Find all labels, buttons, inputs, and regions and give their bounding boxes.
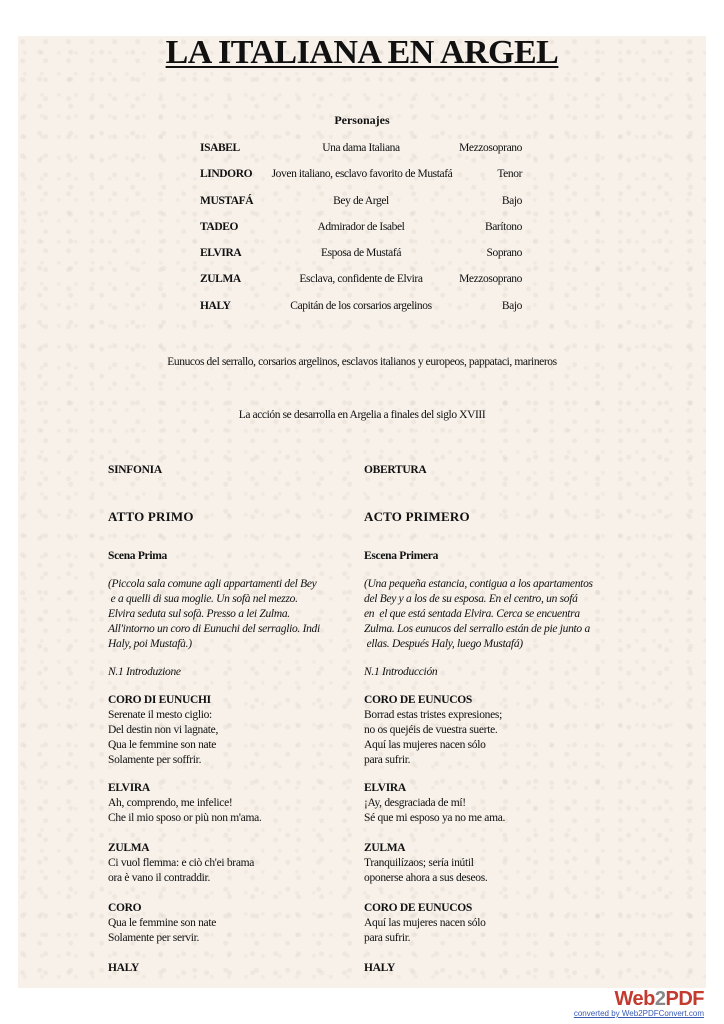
verse-line: Sé que mi esposo ya no me ama.: [364, 812, 506, 824]
act-heading: ATTO PRIMO: [108, 509, 194, 524]
verse-line: Borrad estas tristes expresiones;: [364, 709, 502, 721]
stage-direction-line: del Bey y a los de su esposa. En el centro, un sofá: [364, 593, 578, 605]
verse-line: Qua le femmine son nate: [108, 917, 217, 929]
cast-voice: Bajo: [501, 194, 522, 207]
stage-direction-line: e a quelli di sua moglie. Un sofà nel mezzo.: [108, 593, 298, 605]
cast-voice: Bajo: [501, 299, 522, 312]
verse-line: para sufrir.: [364, 932, 411, 944]
cast-list: [200, 142, 522, 326]
logo-pdf: PDF: [665, 988, 704, 1010]
speaker: HALY: [364, 962, 395, 974]
speaker: CORO DE EUNUCOS: [364, 694, 472, 706]
logo-link[interactable]: converted by Web2PDFConvert.com: [573, 1009, 704, 1018]
stage-direction-line: ellas. Después Haly, luego Mustafá): [364, 638, 523, 650]
stage-direction-line: Zulma. Los eunucos del serrallo están de pie junto a: [364, 623, 590, 635]
verse-line: Aquí las mujeres nacen sólo: [364, 739, 486, 751]
verse-line: Solamente per servir.: [108, 932, 200, 944]
overture-heading: SINFONIA: [108, 464, 162, 476]
verse-line: Ah, comprendo, me infelice!: [108, 797, 233, 809]
overture-heading: OBERTURA: [364, 464, 427, 476]
speaker: HALY: [108, 962, 139, 974]
cast-name: ZULMA: [200, 273, 241, 286]
act-heading: ACTO PRIMERO: [364, 509, 470, 524]
cast-voice: Mezzosoprano: [459, 142, 522, 154]
cast-name: HALY: [200, 299, 231, 312]
speaker: ZULMA: [364, 842, 406, 854]
verse-line: ¡Ay, desgraciada de mí!: [364, 797, 466, 809]
cast-description: Bey de Argel: [333, 194, 389, 207]
verse-line: Solamente per soffrir.: [108, 754, 202, 766]
italian-column: [108, 463, 368, 976]
stage-direction-line: Haly, poi Mustafà.): [108, 638, 192, 650]
cast-voice: Mezzosoprano: [459, 273, 522, 286]
speaker: CORO: [108, 902, 142, 914]
speaker: CORO DI EUNUCHI: [108, 694, 211, 706]
stage-directions: [108, 577, 368, 652]
logo-wordmark: [574, 988, 704, 1011]
cast-row: [200, 142, 522, 168]
scene-heading: Scena Prima: [108, 550, 167, 562]
stage-direction-line: en el que está sentada Elvira. Cerca se encuentra: [364, 608, 580, 620]
cast-name: LINDORO: [200, 168, 253, 181]
speaker: ELVIRA: [108, 782, 150, 794]
cast-row: [200, 168, 522, 194]
stage-direction-line: Elvira seduta sul sofà. Presso a lei Zulma.: [108, 608, 290, 620]
verse-line: para sufrir.: [364, 754, 411, 766]
cast-voice: Barítono: [484, 220, 522, 233]
cast-description: Capitán de los corsarios argelinos: [290, 299, 432, 312]
verse-line: oponerse ahora a sus deseos.: [364, 872, 488, 884]
cast-name: TADEO: [200, 220, 239, 233]
verse-line: Ci vuol flemma: e ciò ch'ei brama: [108, 857, 255, 869]
cast-name: ISABEL: [200, 142, 240, 154]
logo-web: Web: [614, 988, 655, 1010]
scene-heading: Escena Primera: [364, 550, 439, 562]
page-title: LA ITALIANA EN ARGEL: [165, 34, 559, 71]
cast-row: [200, 247, 522, 273]
stage-direction-line: (Piccola sala comune agli appartamenti del Bey: [108, 578, 317, 590]
verse-line: no os quejéis de vuestra suerte.: [364, 724, 498, 736]
cast-voice: Soprano: [486, 247, 522, 260]
cast-row: [200, 221, 522, 247]
chorus-line: Eunucos del serrallo, corsarios argelinos, esclavos italianos y europeos, pappataci, marineros: [167, 356, 557, 368]
cast-description: Una dama Italiana: [322, 142, 400, 154]
cast-description: Admirador de Isabel: [317, 220, 405, 233]
number-heading: N.1 Introduzione: [108, 666, 181, 678]
cast-name: ELVIRA: [200, 247, 242, 260]
setting-line: La acción se desarrolla en Argelia a finales del siglo XVIII: [238, 409, 486, 421]
verse-line: Del destin non vi lagnate,: [108, 724, 219, 736]
cast-description: Esclava, confidente de Elvira: [299, 273, 423, 286]
verse-line: Qua le femmine son nate: [108, 739, 217, 751]
spanish-column: [364, 463, 624, 976]
cast-row: [200, 300, 522, 326]
verse-line: Aquí las mujeres nacen sólo: [364, 917, 486, 929]
verse-line: Serenate il mesto ciglio:: [108, 709, 212, 721]
cast-description: Joven italiano, esclavo favorito de Mustafá: [271, 168, 453, 181]
speaker: ELVIRA: [364, 782, 406, 794]
speaker: CORO DE EUNUCOS: [364, 902, 472, 914]
cast-row: [200, 273, 522, 299]
stage-directions: [364, 577, 624, 652]
verse-line: Tranquilízaos; sería inútil: [364, 857, 474, 869]
cast-row: [200, 195, 522, 221]
web2pdf-logo[interactable]: [574, 988, 704, 1018]
speaker: ZULMA: [108, 842, 150, 854]
number-heading: N.1 Introducción: [364, 666, 438, 678]
logo-two: 2: [654, 988, 666, 1010]
cast-name: MUSTAFÁ: [200, 194, 254, 207]
verse-line: Che il mio sposo or più non m'ama.: [108, 812, 262, 824]
verse-line: ora è vano il contraddir.: [108, 872, 211, 884]
cast-description: Esposa de Mustafá: [320, 247, 402, 260]
stage-direction-line: (Una pequeña estancia, contigua a los apartamentos: [364, 578, 593, 590]
stage-direction-line: All'intorno un coro di Eunuchi del serraglio. Indi: [108, 623, 320, 635]
personajes-heading: Personajes: [334, 113, 390, 127]
cast-voice: Tenor: [497, 168, 522, 181]
